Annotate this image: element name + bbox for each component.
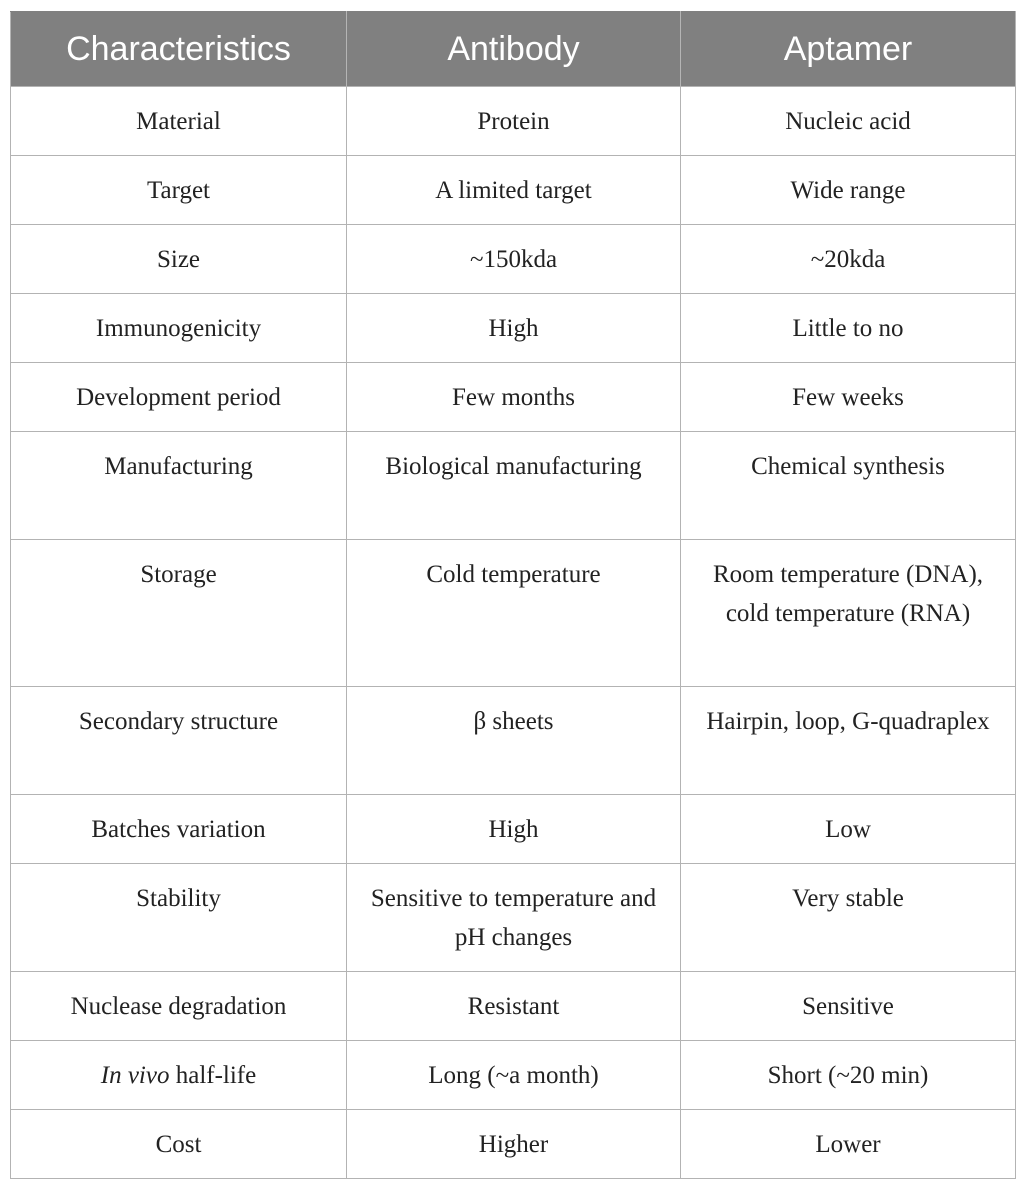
table-row (11, 687, 1016, 795)
table-row (11, 225, 1016, 294)
header-antibody: Antibody (347, 12, 681, 87)
cell-characteristic: Stability (11, 864, 347, 972)
cell-aptamer: Low (681, 795, 1016, 864)
cell-antibody: Few months (347, 363, 681, 432)
table-row (11, 156, 1016, 225)
cell-characteristic: Material (11, 87, 347, 156)
cell-characteristic: Immunogenicity (11, 294, 347, 363)
cell-characteristic: Cost (11, 1110, 347, 1179)
cell-antibody: Long (~a month) (347, 1041, 681, 1110)
cell-aptamer: Lower (681, 1110, 1016, 1179)
cell-aptamer: Sensitive (681, 972, 1016, 1041)
cell-aptamer: Few weeks (681, 363, 1016, 432)
table-row (11, 864, 1016, 972)
cell-characteristic: Target (11, 156, 347, 225)
table-header (11, 12, 1016, 87)
comparison-table-container (10, 11, 1015, 1179)
cell-characteristic: Development period (11, 363, 347, 432)
table-row (11, 87, 1016, 156)
table-row (11, 540, 1016, 687)
table-row (11, 363, 1016, 432)
cell-aptamer: Very stable (681, 864, 1016, 972)
cell-antibody: ~150kda (347, 225, 681, 294)
cell-aptamer: Nucleic acid (681, 87, 1016, 156)
cell-antibody: Protein (347, 87, 681, 156)
table-row (11, 432, 1016, 540)
table-row (11, 294, 1016, 363)
cell-antibody: High (347, 294, 681, 363)
header-row (11, 12, 1016, 87)
cell-characteristic: Manufacturing (11, 432, 347, 540)
cell-aptamer: ~20kda (681, 225, 1016, 294)
cell-aptamer: Wide range (681, 156, 1016, 225)
cell-aptamer: Little to no (681, 294, 1016, 363)
characteristic-italic-part: In vivo (100, 1062, 170, 1089)
cell-antibody: Sensitive to temperature and pH changes (347, 864, 681, 972)
cell-antibody: A limited target (347, 156, 681, 225)
cell-aptamer: Short (~20 min) (681, 1041, 1016, 1110)
cell-characteristic (11, 1041, 347, 1110)
cell-characteristic: Size (11, 225, 347, 294)
cell-antibody: Resistant (347, 972, 681, 1041)
cell-aptamer: Room temperature (DNA), cold temperature (RNA) (681, 540, 1016, 687)
cell-antibody: Higher (347, 1110, 681, 1179)
cell-antibody: High (347, 795, 681, 864)
cell-antibody: Cold temperature (347, 540, 681, 687)
cell-antibody: Biological manufacturing (347, 432, 681, 540)
cell-characteristic: Secondary structure (11, 687, 347, 795)
header-aptamer: Aptamer (681, 12, 1016, 87)
cell-characteristic: Storage (11, 540, 347, 687)
cell-aptamer: Hairpin, loop, G-quadraplex (681, 687, 1016, 795)
cell-characteristic: Nuclease degradation (11, 972, 347, 1041)
table-row (11, 1110, 1016, 1179)
header-characteristics: Characteristics (11, 12, 347, 87)
antibody-aptamer-comparison-table (10, 11, 1016, 1179)
cell-characteristic: Batches variation (11, 795, 347, 864)
table-row (11, 795, 1016, 864)
cell-antibody: β sheets (347, 687, 681, 795)
table-body (11, 87, 1016, 1179)
table-row (11, 972, 1016, 1041)
cell-aptamer: Chemical synthesis (681, 432, 1016, 540)
characteristic-rest-part: half-life (169, 1062, 257, 1089)
table-row (11, 1041, 1016, 1110)
